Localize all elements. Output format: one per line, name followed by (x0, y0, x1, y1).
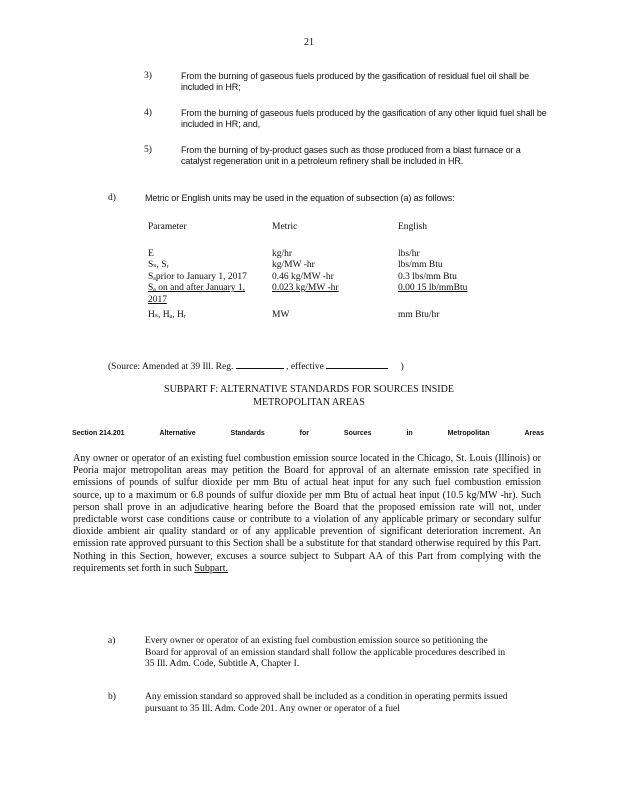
page-number: 21 (304, 37, 314, 48)
param-cell: E (148, 248, 154, 259)
section-title-word: for (299, 430, 310, 437)
metric-cell: MW (272, 310, 290, 320)
param-cell: Sₐprior to January 1, 2017 (148, 271, 247, 282)
source-line (108, 359, 404, 374)
metric-cell: 0.46 kg/MW -hr (272, 271, 334, 282)
table-row (148, 283, 508, 306)
list-item-3-text: From the burning of gaseous fuels produced by the gasification of residual fuel oil shall be included in HR; (181, 71, 530, 92)
section-title-word: Alternative (159, 430, 196, 437)
main-paragraph (73, 453, 541, 575)
list-item-5-text: From the burning of by-product gases such as those produced from a blast furnace or a catalyst regeneration unit in a petroleum refinery shall be included in HR. (181, 145, 521, 166)
english-cell: lbs/hr (398, 248, 420, 259)
section-number: Section 214.201 (72, 430, 125, 437)
english-cell: 0.3 lbs/mm Btu (398, 271, 457, 282)
table-row (148, 272, 508, 284)
main-paragraph-end: Subpart. (194, 562, 228, 574)
source-prefix: (Source: Amended at 39 Ill. Reg. (108, 362, 234, 372)
sub-item-a-label: a) (108, 636, 116, 646)
english-cell: lbs/mm Btu (398, 260, 443, 270)
english-cell: mm Btu/hr (398, 310, 440, 320)
source-date-blank (326, 359, 388, 369)
section-title-word: Areas (524, 430, 544, 437)
table-row (148, 306, 508, 322)
header-english: English (398, 222, 428, 232)
param-cell: Sₛ, Sᵣ (148, 260, 169, 270)
list-item-4-text: From the burning of gaseous fuels produced by the gasification of any other liquid fuel shall be included in HR; and, (181, 108, 547, 129)
section-heading (72, 429, 544, 438)
units-table-header (148, 222, 508, 249)
metric-cell: kg/MW -hr (272, 260, 315, 270)
list-item-5-label: 5) (144, 145, 152, 155)
section-title-word: Sources (343, 430, 372, 437)
main-paragraph-text: Any owner or operator of an existing fuel combustion emission source located in the Chicago, St. Louis (Illinois) or Peoria major metropolitan areas may petition the Board for approval of an alternate emission rate specified in emissions of pounds of sulfur dioxide per mm Btu of actual heat input for any such fuel combustion emission source, up to a maximum or 6.8 pounds of sulfur dioxide per mm Btu of actual heat input (10.5 kg/MW -hr). Such person shall prove in an adjudicative hearing before the Board that the proposed emission rate will not, under predictable worst case conditions cause or contribute to a violation of any applicable primary or secondary sulfur dioxide ambient air quality standard or of any applicable prevention of significant deterioration increment. An emission rate approved pursuant to this Section shall be a substitute for that standard otherwise required by this Part. Nothing in this Section, however, excuses a source subject to Subpart AA of this Part from complying with the requirements set forth in such (73, 453, 541, 574)
subpart-heading-line1: SUBPART F: ALTERNATIVE STANDARDS FOR SOURCES INSIDE (164, 384, 454, 395)
param-cell: Hₛ, Hₐ, Hᵣ (148, 310, 187, 320)
section-title-word: in (406, 430, 413, 437)
sub-item-b-text: Any emission standard so approved shall be included as a condition in operating permits issued pursuant to 35 Ill. Adm. Code 201. Any owner or operator of a fuel (145, 692, 508, 714)
english-cell: 0.00 15 lb/mmBtu (398, 283, 468, 293)
header-parameter: Parameter (148, 222, 187, 232)
item-d-label: d) (108, 193, 116, 203)
list-item-3-label: 3) (144, 71, 152, 81)
section-title-word: Metropolitan (447, 430, 490, 437)
source-suffix: ) (400, 362, 404, 372)
units-table (148, 222, 508, 322)
metric-cell: kg/hr (272, 248, 293, 259)
item-d-text: Metric or English units may be used in the equation of subsection (a) as follows: (145, 193, 455, 203)
list-item-4-label: 4) (144, 108, 152, 118)
source-middle: , effective (286, 362, 324, 372)
header-metric: Metric (272, 222, 298, 232)
sub-item-a-text: Every owner or operator of an existing fuel combustion emission source so petitioning the Board for approval of an emission standard shall follow the applicable procedures described in 35 Ill. Adm. Code, Subtitle A, Chapter I. (145, 636, 506, 669)
metric-cell: 0.023 kg/MW -hr (272, 283, 339, 293)
table-row (148, 260, 508, 272)
subpart-heading-line2: METROPOLITAN AREAS (253, 397, 365, 408)
param-cell: Sₐ on and after January 1, 2017 (148, 283, 246, 305)
sub-item-b-label: b) (108, 692, 116, 702)
table-row (148, 249, 508, 261)
section-title-word: Standards (230, 430, 265, 437)
source-reg-blank (236, 359, 284, 369)
